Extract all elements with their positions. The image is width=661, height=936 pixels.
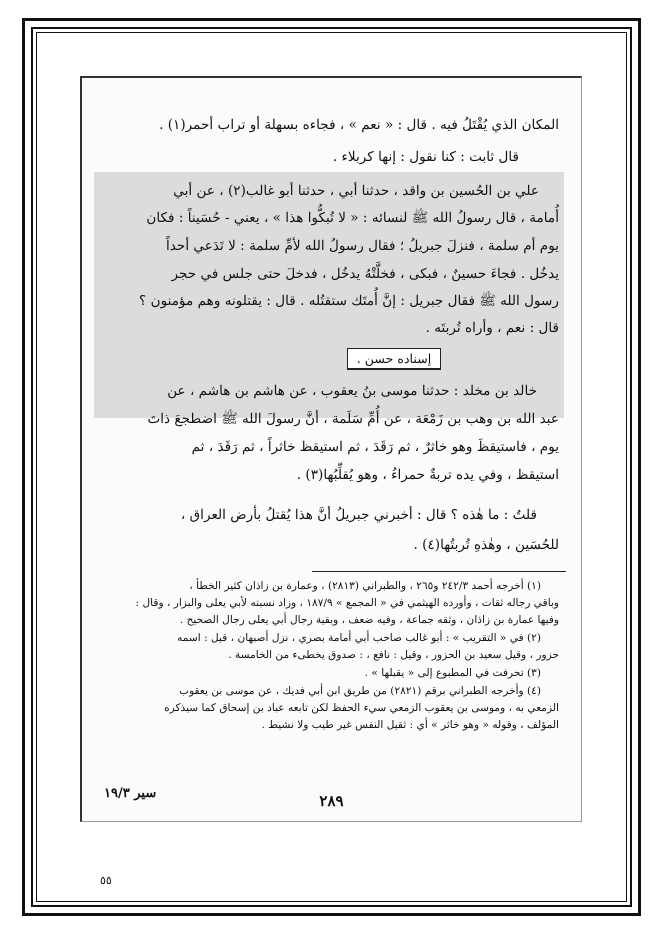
highlighted-line-5: رسول الله ﷺ فقال جبريل : إنَّ أُمتَك ستقتُله . قال : يقتلونه وهم مؤمنون ؟ [139,293,559,309]
text-line-1: المكان الذي يُقْتَلُ فيه . قال : « نعم » ، فجاءه بسهلة أو تراب أحمر(١) . [159,117,559,133]
footnote-rule [312,571,566,572]
text-line-6: استيقظ ، وفي يده تربةٌ حمراءُ ، وهو يُقلِّبُها(٣) . [296,467,559,483]
highlighted-line-2: أُمامة ، قال رسولُ الله ﷺ لنسائه : « لا تُبكُّوا هذا » ، يعني - حُسَيناً : فكان [146,210,559,226]
scanned-page [80,76,582,822]
isnad-box [347,348,441,370]
highlighted-line-6: قال : نعم ، وأراه تُربتَه . [425,320,559,336]
isnad-text: إسناده حسن . [356,351,432,366]
footnote-1b: وباقي رجاله ثقات ، وأورده الهيثمي في « المجمع » ١٨٧/٩ ، وزاد نسبته لأبي يعلى والبزار ، وقال : [135,597,559,609]
outer-page-number: ٥٥ [100,874,112,887]
footnote-2b: حزور ، وقيل سعيد بن الحزور ، وقيل : نافع ، : صدوق يخطىء من الخامسة . [228,649,559,661]
text-line-8: للحُسَين ، وهٰذهِ تُربتُها(٤) . [413,537,559,553]
page-number: ٢٨٩ [319,792,344,810]
text-line-5: يوم ، فاستيقظَ وهو خاثرٌ ، ثم رَقَدَ ، ثم استيقظ خاثراً ، ثم رَقَدَ ، ثم [191,439,559,455]
highlighted-line-1: علي بن الحُسين بن واقد ، حدثنا أبي ، حدثنا أبو غالب(٢) ، عن أبي [173,183,539,199]
footnote-1c: وفيها عمارة بن زاذان ، وثقه جماعة ، وفيه ضعف ، وبقية رجال أبي يعلى رجال الصحيح . [179,614,559,626]
footnote-2a: (٢) في « التقريب » : أبو غالب صاحب أبي أمامة بصري ، نزل أصبهان ، قيل : اسمه [177,632,541,644]
highlighted-line-4: يدخُل . فجاءَ حسينٌ ، فبكى ، فخلَّتْهُ يدخُل ، فدخلَ حتى جلس في حجر [171,266,559,282]
text-line-4: عبد الله بن وهب بن زَمْعَة ، عن أُمِّ سَلَمة ، أنَّ رسولَ الله ﷺ اضطجعَ ذاتَ [147,411,559,427]
footnote-4c: المؤلف ، وقوله « وهو خاثر » أي : ثقيل النفس غير طيب ولا نشيط . [261,719,559,731]
text-line-7: قلتُ : ما هٰذه ؟ قال : أخبرني جبريلُ أنَّ هذا يُقتلُ بأرض العراق ، [180,507,537,523]
text-line-2: قال ثابت : كنا نقول : إنها كربلاء . [332,149,519,165]
highlighted-line-3: يوم أم سلمة ، فنزلَ جبريلُ ؛ فقال رسولُ الله لأمِّ سلمة : لا تَدَعي أحداً [166,238,559,254]
footnote-3: (٣) تحرفت في المطبوع إلى « يقبلها » . [364,667,541,679]
footnote-4b: الزمعي به ، وموسى بن يعقوب الزمعي سيء الحفظ لكن تابعه عباد بن إسحاق كما سيذكره [164,702,559,714]
text-line-3: خالد بن مخلد : حدثنا موسى بنُ يعقوب ، عن هاشم بن هاشم ، عن [167,383,537,399]
footnote-1a: (١) أخرجه أحمد ٢٤٢/٣ و٢٦٥ ، والطبراني (٢٨١٣) ، وعمارة بن زاذان كثير الخطأ ، [189,580,541,592]
series-label: سير ١٩/٣ [104,786,157,801]
footnote-4a: (٤) وأخرجه الطبراني برقم (٢٨٢١) من طريق ابن أبي فديك ، عن موسى بن يعقوب [179,685,541,697]
